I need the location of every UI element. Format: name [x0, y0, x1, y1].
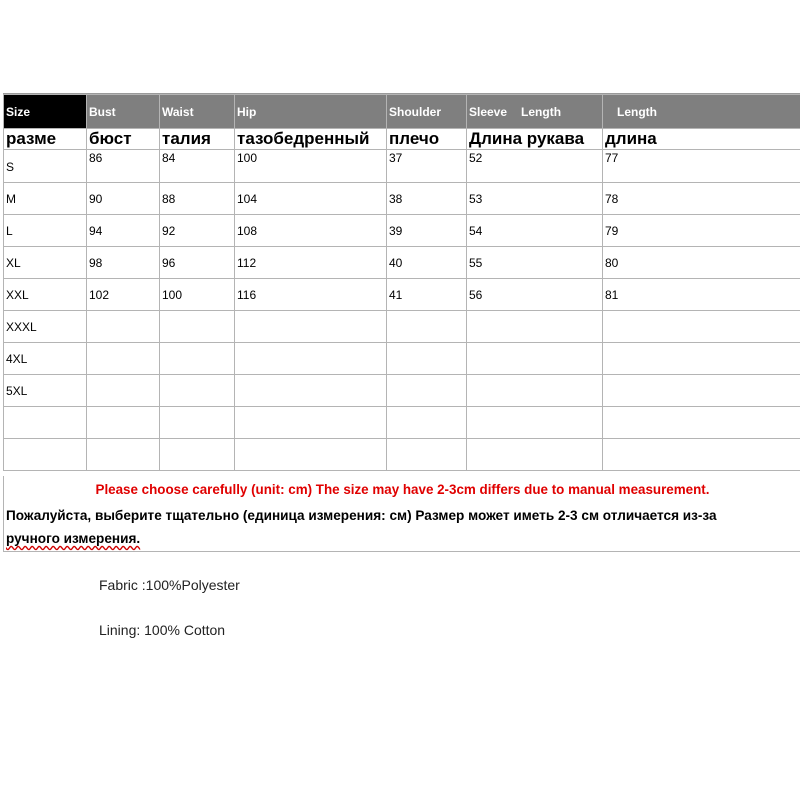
size-table: [3, 94, 800, 471]
cell-waist: 92: [160, 215, 235, 247]
cell-shoulder: 41: [387, 279, 467, 311]
cell-bust: [87, 311, 160, 343]
cell-hip: [235, 375, 387, 407]
cell-waist: 84: [160, 150, 235, 183]
russian-header-row: [4, 129, 800, 150]
header-row: [4, 95, 800, 129]
cell-bust: [87, 375, 160, 407]
measurement-notes: [3, 476, 800, 552]
cell-hip: 112: [235, 247, 387, 279]
note-russian: [6, 504, 800, 550]
cell-bust: [87, 407, 160, 439]
lining-info: Lining: 100% Cotton: [99, 622, 226, 638]
cell-sleeve-length: [467, 407, 603, 439]
cell-hip: 108: [235, 215, 387, 247]
header-waist: Waist: [160, 95, 235, 129]
table-row: [4, 183, 800, 215]
fabric-info: Fabric :100%Polyester: [99, 577, 240, 593]
cell-sleeve-length: 55: [467, 247, 603, 279]
cell-sleeve-length: [467, 375, 603, 407]
table-row: [4, 375, 800, 407]
cell-size: M: [4, 183, 87, 215]
cell-length: [603, 375, 800, 407]
russian-header-size: разме: [4, 129, 87, 150]
cell-sleeve-length: 54: [467, 215, 603, 247]
cell-sleeve-length: 56: [467, 279, 603, 311]
cell-size: 5XL: [4, 375, 87, 407]
table-row: [4, 407, 800, 439]
cell-shoulder: 39: [387, 215, 467, 247]
header-bust: Bust: [87, 95, 160, 129]
header-length: Length: [603, 95, 800, 129]
cell-size: S: [4, 150, 87, 183]
cell-waist: [160, 439, 235, 471]
cell-hip: 100: [235, 150, 387, 183]
table-row: [4, 343, 800, 375]
cell-waist: 96: [160, 247, 235, 279]
cell-length: [603, 343, 800, 375]
header-shoulder: Shoulder: [387, 95, 467, 129]
table-row: [4, 279, 800, 311]
cell-hip: [235, 407, 387, 439]
cell-waist: 100: [160, 279, 235, 311]
header-sleeve-length-word: Length: [521, 104, 562, 119]
cell-size: XXL: [4, 279, 87, 311]
cell-length: 81: [603, 279, 800, 311]
table-row: [4, 439, 800, 471]
cell-sleeve-length: [467, 311, 603, 343]
cell-bust: 102: [87, 279, 160, 311]
cell-hip: [235, 311, 387, 343]
russian-header-bust: бюст: [87, 129, 160, 150]
header-sleeve-word: Sleeve: [469, 104, 508, 119]
cell-sleeve-length: 53: [467, 183, 603, 215]
cell-hip: 104: [235, 183, 387, 215]
cell-hip: 116: [235, 279, 387, 311]
cell-shoulder: [387, 407, 467, 439]
cell-length: 80: [603, 247, 800, 279]
cell-bust: [87, 439, 160, 471]
russian-header-length: длина: [603, 129, 800, 150]
cell-waist: [160, 407, 235, 439]
cell-shoulder: [387, 375, 467, 407]
cell-shoulder: [387, 343, 467, 375]
table-row: [4, 247, 800, 279]
cell-length: [603, 439, 800, 471]
cell-shoulder: 38: [387, 183, 467, 215]
cell-waist: [160, 311, 235, 343]
cell-shoulder: 37: [387, 150, 467, 183]
cell-length: [603, 311, 800, 343]
note-english: Please choose carefully (unit: cm) The size may have 2-3cm differs due to manual measurement.: [95, 482, 710, 497]
russian-header-waist: талия: [160, 129, 235, 150]
cell-shoulder: [387, 311, 467, 343]
cell-size: [4, 439, 87, 471]
cell-waist: 88: [160, 183, 235, 215]
cell-size: 4XL: [4, 343, 87, 375]
russian-header-hip: тазобедренный: [235, 129, 387, 150]
cell-bust: 90: [87, 183, 160, 215]
cell-shoulder: 40: [387, 247, 467, 279]
header-sleeve-length: [467, 95, 603, 129]
cell-bust: [87, 343, 160, 375]
cell-size: L: [4, 215, 87, 247]
cell-length: 79: [603, 215, 800, 247]
cell-shoulder: [387, 439, 467, 471]
cell-waist: [160, 343, 235, 375]
cell-size: [4, 407, 87, 439]
cell-length: 78: [603, 183, 800, 215]
note-russian-main: Пожалуйста, выберите тщательно (единица измерения: см) Размер может иметь 2-3 см отличается из-за: [6, 508, 717, 523]
cell-sleeve-length: 52: [467, 150, 603, 183]
cell-hip: [235, 343, 387, 375]
cell-sleeve-length: [467, 343, 603, 375]
table-row: [4, 215, 800, 247]
cell-length: 77: [603, 150, 800, 183]
note-russian-tail: ручного измерения.: [6, 531, 141, 546]
cell-bust: 98: [87, 247, 160, 279]
cell-size: XL: [4, 247, 87, 279]
cell-bust: 94: [87, 215, 160, 247]
size-chart: [3, 93, 800, 471]
table-row: [4, 150, 800, 183]
russian-header-shoulder: плечо: [387, 129, 467, 150]
table-row: [4, 311, 800, 343]
header-size: Size: [4, 95, 87, 129]
cell-size: XXXL: [4, 311, 87, 343]
cell-length: [603, 407, 800, 439]
cell-bust: 86: [87, 150, 160, 183]
russian-header-sleeve-length: Длина рукава: [467, 129, 603, 150]
cell-sleeve-length: [467, 439, 603, 471]
cell-hip: [235, 439, 387, 471]
header-hip: Hip: [235, 95, 387, 129]
cell-waist: [160, 375, 235, 407]
